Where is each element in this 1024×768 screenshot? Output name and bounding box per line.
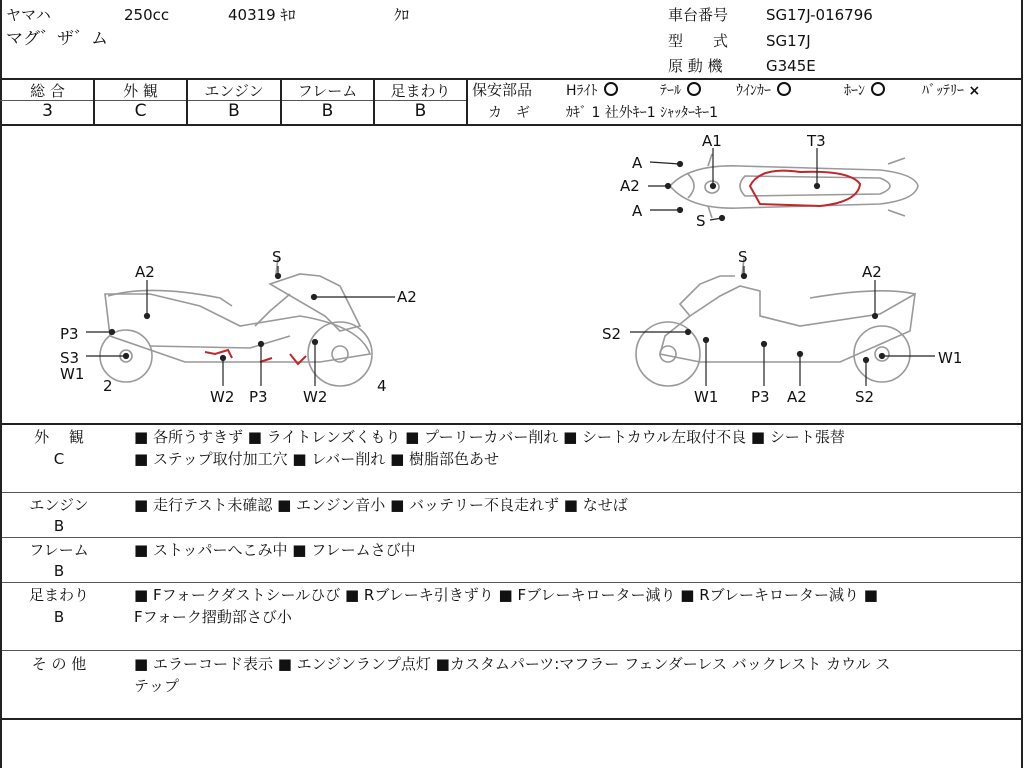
- notes-divider-2: [2, 537, 1021, 538]
- diagram-divider: [0, 423, 1023, 425]
- grade-engine-value: B: [228, 101, 240, 121]
- grade-frame-value: B: [321, 101, 334, 121]
- top-view-scooter: [670, 154, 918, 218]
- grade-exterior-label: 外 観: [123, 82, 158, 100]
- label-top-a1: A1: [702, 132, 722, 150]
- label-right-a2-bottom: A2: [787, 388, 807, 406]
- label-top-a-lower: A: [632, 202, 643, 220]
- label-top-a: A: [632, 154, 643, 172]
- notes-divider-1: [2, 492, 1021, 493]
- label-left-a2-rear: A2: [135, 263, 155, 281]
- safety-tail: ﾃｰﾙ: [660, 82, 701, 100]
- label-right-s2-bottom: S2: [855, 388, 875, 406]
- notes-other-title: そ の 他: [31, 655, 87, 673]
- engine-model-value: G345E: [766, 57, 816, 75]
- engine-model-label: 原 動 機: [668, 57, 723, 75]
- label-left-w1: W1: [60, 365, 85, 383]
- label-left-s3: S3: [60, 349, 80, 367]
- safety-title: 保安部品: [472, 81, 533, 99]
- label-right-s2: S2: [602, 325, 622, 343]
- circle-mark-icon: [777, 82, 791, 96]
- notes-frame-line-1: ■ ストッパーへこみ中 ■ フレームさび中: [134, 541, 416, 559]
- notes-other-line-1: ■ エラーコード表示 ■ エンジンランプ点灯 ■カスタムパーツ:マフラー フェンダーレス バックレスト カウル ス: [134, 655, 891, 673]
- label-left-a2-front: A2: [397, 288, 417, 306]
- circle-mark-icon: [604, 82, 618, 96]
- notes-engine-line-1: ■ 走行テスト未確認 ■ エンジン音小 ■ バッテリー不良走れず ■ なせば: [134, 496, 628, 514]
- label-left-s: S: [272, 248, 282, 266]
- label-top-t3: T3: [807, 132, 826, 150]
- notes-divider-3: [2, 582, 1021, 583]
- displacement: 250cc: [124, 6, 170, 24]
- label-top-a2: A2: [620, 177, 640, 195]
- label-right-p3: P3: [751, 388, 770, 406]
- grade-exterior-value: C: [134, 101, 147, 121]
- grade-overall-value: 3: [42, 101, 53, 121]
- grade-frame-label: フレーム: [297, 82, 358, 100]
- keys-value: ｶｷﾞ 1 社外ｷｰ1 ｼｬｯﾀｰｷｰ1: [566, 105, 719, 121]
- label-right-w1: W1: [694, 388, 719, 406]
- grade-suspension-value: B: [414, 101, 427, 121]
- safety-horn: ﾎｰﾝ: [844, 82, 885, 100]
- grade-sep-5: [466, 79, 468, 125]
- label-left-2: 2: [103, 377, 113, 395]
- notes-engine-grade: B: [53, 517, 65, 535]
- notes-engine-title: エンジン: [29, 496, 89, 514]
- grade-overall-label: 総 合: [30, 82, 65, 100]
- type-value: SG17J: [766, 32, 811, 50]
- label-right-a2: A2: [862, 263, 882, 281]
- notes-exterior-title: 外 観: [34, 428, 84, 446]
- label-left-4: 4: [377, 377, 387, 395]
- grade-suspension-label: 足まわり: [390, 82, 451, 100]
- notes-exterior-line-2: ■ ステップ取付加工穴 ■ レバー削れ ■ 樹脂部色あせ: [134, 450, 500, 468]
- notes-suspension-line-1: ■ Fフォークダストシールひび ■ Rブレーキ引きずり ■ Fブレーキローター減り ■ Rブレーキローター減り ■: [134, 586, 878, 604]
- grade-engine-label: エンジン: [204, 82, 264, 100]
- label-left-w2-front: W2: [303, 388, 328, 406]
- frame-right-border: [1021, 0, 1023, 768]
- notes-exterior-line-1: ■ 各所うすきず ■ ライトレンズくもり ■ プーリーカバー削れ ■ シートカウル左取付不良 ■ シート張替: [134, 428, 845, 446]
- notes-exterior-grade: C: [53, 450, 65, 468]
- frame-no-label: 車台番号: [668, 6, 729, 24]
- color: ｸﾛ: [394, 6, 410, 24]
- notes-frame-grade: B: [53, 562, 65, 580]
- notes-divider-4: [2, 650, 1021, 651]
- keys-label: カ ギ: [488, 105, 530, 121]
- notes-suspension-title: 足まわり: [28, 586, 89, 604]
- type-label: 型 式: [668, 32, 729, 50]
- notes-other-line-2: テップ: [134, 677, 180, 695]
- mileage: 40319 ｷﾛ: [228, 6, 296, 24]
- notes-bottom-divider: [0, 718, 1023, 720]
- notes-suspension-grade: B: [53, 608, 65, 626]
- safety-headlight: Hﾗｲﾄ: [566, 82, 618, 100]
- label-left-p3-bottom: P3: [249, 388, 268, 406]
- model-name: マグ゛ザ゛ム: [6, 29, 108, 49]
- cross-mark-icon: ×: [968, 83, 981, 99]
- maker-name: ヤマハ: [6, 6, 51, 24]
- notes-suspension-line-2: Fフォーク摺動部さび小: [134, 608, 292, 626]
- label-top-s: S: [696, 212, 706, 230]
- safety-winker: ｳｲﾝｶｰ: [736, 82, 791, 100]
- circle-mark-icon: [871, 82, 885, 96]
- circle-mark-icon: [687, 82, 701, 96]
- label-right-w1-rear: W1: [938, 349, 963, 367]
- label-left-w2: W2: [210, 388, 235, 406]
- label-left-p3: P3: [60, 325, 79, 343]
- notes-frame-title: フレーム: [29, 541, 89, 559]
- frame-no: SG17J-016796: [766, 6, 873, 24]
- label-right-s: S: [738, 248, 748, 266]
- safety-battery: ﾊﾞｯﾃﾘｰ ×: [922, 83, 981, 99]
